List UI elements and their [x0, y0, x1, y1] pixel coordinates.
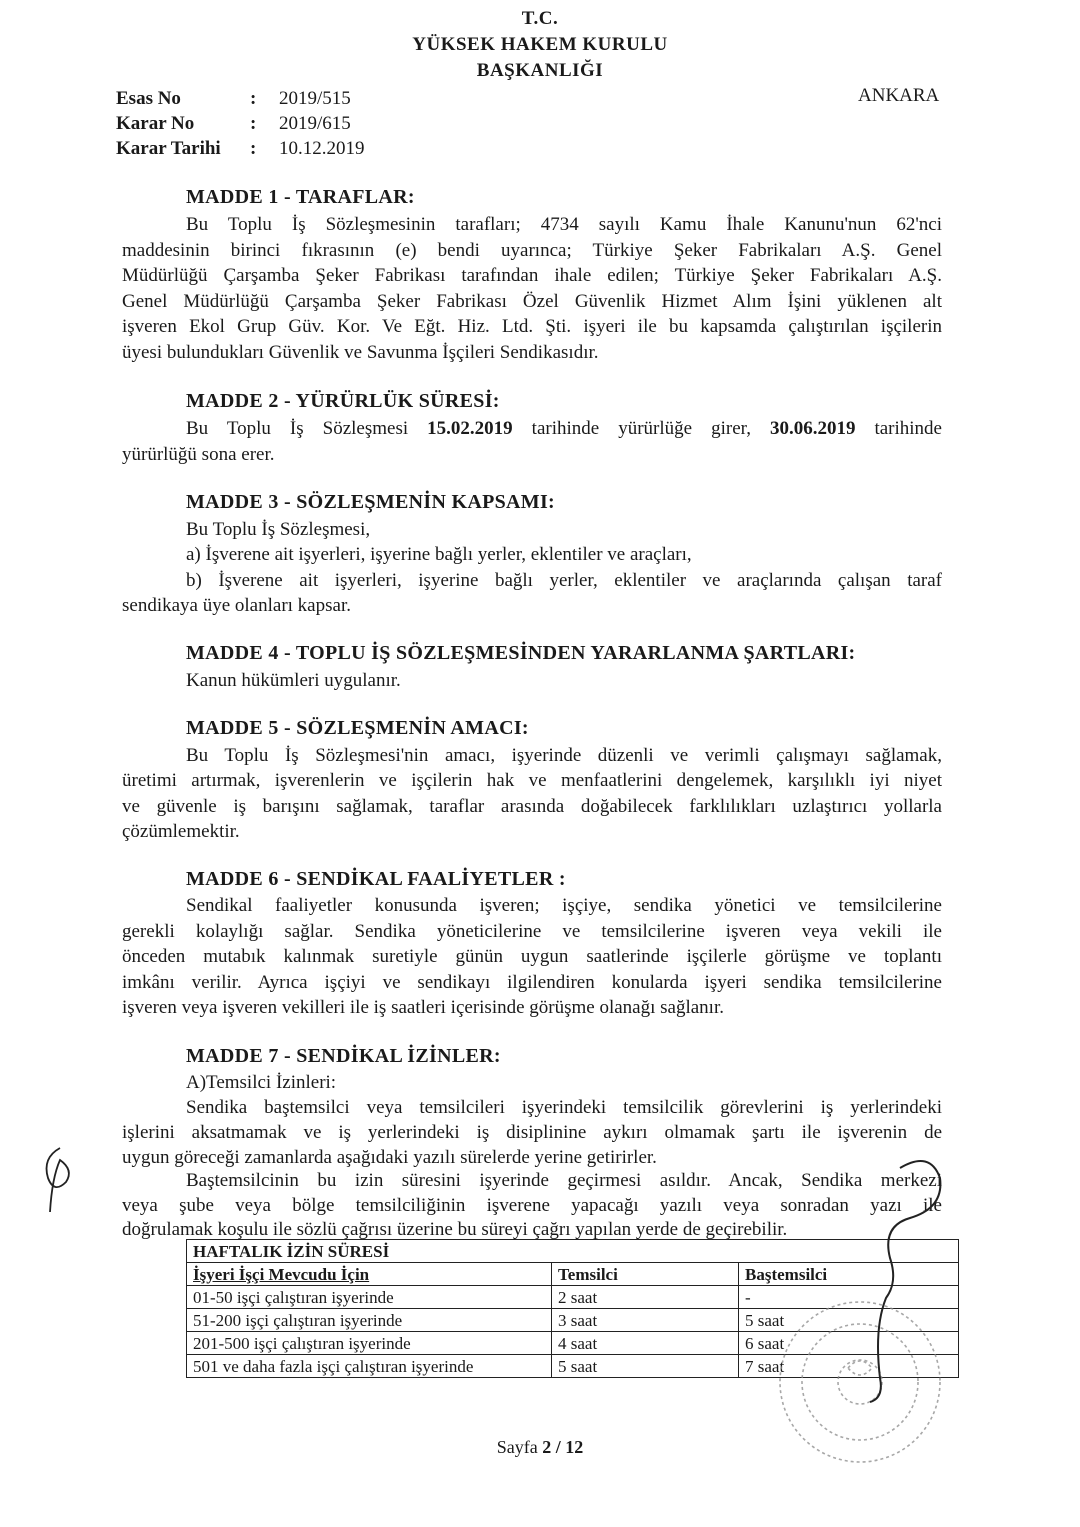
table-cell: 7 saat [739, 1355, 959, 1378]
table-cell: 2 saat [552, 1286, 739, 1309]
table-cell: 5 saat [739, 1309, 959, 1332]
meta-value: 2019/515 [279, 88, 351, 109]
article-7-line: uygun göreceği zamanlarda aşağıdaki yazılı sürelerde yerine getirirler. [122, 1147, 657, 1168]
article-5-line: çözümlemektir. [122, 821, 240, 842]
article-5-line: üretimi artırmak, işverenlerin ve işçilerin hak ve menfaatlerini dengelemek, karşılıklı iyi niyet [122, 770, 942, 791]
article-5-line: Bu Toplu İş Sözleşmesi'nin amacı, işyerinde düzenli ve verimli çalışmayı sağlamak, [186, 745, 942, 766]
article-1-line: işveren Ekol Grup Güv. Kor. Ve Eğt. Hiz. Ltd. Şti. işyeri ile bu kapsamda çalıştırılan işçilerin [122, 316, 942, 337]
table-cell: 3 saat [552, 1309, 739, 1332]
article-1-line: üyesi bulundukları Güvenlik ve Savunma İşçileri Sendikasıdır. [122, 342, 599, 363]
meta-separator: : [250, 88, 257, 109]
article-1-line: Genel Müdürlüğü Çarşamba Şeker Fabrikası Özel Güvenlik Hizmet Alım İşini yüklenen alt [122, 291, 942, 312]
article-2-title: MADDE 2 - YÜRÜRLÜK SÜRESİ: [186, 390, 500, 412]
article-6-line: imkânı verilir. Ayrıca işçiyi ve sendikayı ilgilendiren konularda işyeri sendika temsilcilerine [122, 972, 942, 993]
header-court: YÜKSEK HAKEM KURULU [412, 34, 668, 55]
article-4-title: MADDE 4 - TOPLU İŞ SÖZLEŞMESİNDEN YARARLANMA ŞARTLARI: [186, 642, 856, 664]
header-tc: T.C. [521, 8, 559, 29]
article-7-line: işlerini aksatmamak ve iş yerlerindeki iş disiplinine aykırı olmamak şartı ile işverenin de [122, 1122, 942, 1143]
table-header: İşyeri İşçi Mevcudu İçin [187, 1263, 552, 1286]
page-count: 2 / 12 [542, 1437, 584, 1457]
margin-initial-signature [30, 1140, 90, 1220]
meta-separator: : [250, 138, 257, 159]
signature-scribble [840, 1150, 950, 1410]
table-title: HAFTALIK İZİN SÜRESİ [187, 1240, 959, 1263]
table-cell: 6 saat [739, 1332, 959, 1355]
article-6-line: Sendikal faaliyetler konusunda işveren; işçiye, sendika yönetici ve temsilcilerine [186, 895, 942, 916]
article-7-line: veya şube veya bölge temsilciliğinin işverene yapacağı yazılı veya sonradan yazı ile [122, 1195, 942, 1216]
article-7-subtitle: A)Temsilci İzinleri: [186, 1072, 337, 1093]
start-date: 15.02.2019 [427, 418, 513, 439]
meta-label: Karar Tarihi [116, 138, 221, 159]
article-7-title: MADDE 7 - SENDİKAL İZİNLER: [186, 1045, 501, 1067]
article-2-line [186, 416, 942, 442]
table-cell: 01-50 işçi çalıştıran işyerinde [187, 1286, 552, 1309]
article-5-line: ve güvenle iş barışını sağlamak, taraflar arasında doğabilecek farklılıkları uzlaştırıcı yollarla [122, 796, 942, 817]
article-3-line: sendikaya üye olanları kapsar. [122, 595, 351, 616]
meta-value: 2019/615 [279, 113, 351, 134]
article-3-line: b) İşverene ait işyerleri, işyerine bağlı yerler, eklentiler ve araçlarında çalışan taraf [186, 570, 942, 591]
article-7-line: doğrulamak koşulu ile sözlü çağrısı üzerine bu süreyi çağrı yapılan yerde de geçirebilir. [122, 1219, 788, 1240]
article-6-line: gerekli kolaylığı sağlar. Sendika yöneticilerine ve temsilcilerine işveren veya vekili ile [122, 921, 942, 942]
article-2-line: yürürlüğü sona erer. [122, 444, 275, 465]
article-6-line: işveren veya işveren vekilleri ile iş saatleri içerisinde görüşme olanağı sağlanır. [122, 997, 724, 1018]
article-2-text: Bu Toplu İş Sözleşmesi [186, 418, 428, 439]
meta-label: Esas No [116, 88, 181, 109]
article-6-title: MADDE 6 - SENDİKAL FAALİYETLER : [186, 868, 566, 890]
article-7-line: Sendika baştemsilci veya temsilcileri işyerindeki temsilcilik görevlerini iş yerlerindeki [186, 1097, 942, 1118]
article-3-title: MADDE 3 - SÖZLEŞMENİN KAPSAMI: [186, 491, 556, 513]
header-presidency: BAŞKANLIĞI [476, 60, 604, 81]
table-header: Temsilci [552, 1263, 739, 1286]
article-7-line: Baştemsilcinin bu izin süresini işyerinde geçirmesi asıldır. Ancak, Sendika merkezi [186, 1170, 942, 1191]
table-cell: 501 ve daha fazla işçi çalıştıran işyerinde [187, 1355, 552, 1378]
meta-value: 10.12.2019 [279, 138, 365, 159]
city-label: ANKARA [858, 85, 940, 106]
table-cell: 201-500 işçi çalıştıran işyerinde [187, 1332, 552, 1355]
page-number [0, 1437, 1080, 1458]
article-1-line: maddesinin birinci fıkrasının (e) bendi uyarınca; Türkiye Şeker Fabrikaları A.Ş. Genel [122, 240, 942, 261]
article-2-text: tarihinde [855, 418, 942, 439]
article-3-line: a) İşverene ait işyerleri, işyerine bağlı yerler, eklentiler ve araçları, [186, 544, 692, 565]
table-cell: 4 saat [552, 1332, 739, 1355]
meta-separator: : [250, 113, 257, 134]
end-date: 30.06.2019 [769, 418, 856, 439]
table-cell: 5 saat [552, 1355, 739, 1378]
article-1-title: MADDE 1 - TARAFLAR: [186, 186, 415, 208]
article-4-text: Kanun hükümleri uygulanır. [186, 670, 401, 691]
page-prefix: Sayfa [496, 1437, 543, 1457]
article-6-line: önceden mutabık kalınmak suretiyle günün uygun saatlerinde işçilerle görüşme ve toplantı [122, 946, 942, 967]
article-2-text: tarihinde yürürlüğe girer, [512, 418, 770, 439]
table-cell: - [739, 1286, 959, 1309]
meta-label: Karar No [116, 113, 195, 134]
article-1-line: Bu Toplu İş Sözleşmesinin tarafları; 4734 sayılı Kamu İhale Kanunu'nun 62'nci [186, 214, 942, 235]
table-cell: 51-200 işçi çalıştıran işyerinde [187, 1309, 552, 1332]
article-5-title: MADDE 5 - SÖZLEŞMENİN AMACI: [186, 717, 529, 739]
article-1-line: Müdürlüğü Çarşamba Şeker Fabrikası tarafından ihale edilen; Türkiye Şeker Fabrikaları A.Ş. [122, 265, 942, 286]
article-3-line: Bu Toplu İş Sözleşmesi, [186, 519, 371, 540]
table-header: Baştemsilci [739, 1263, 959, 1286]
